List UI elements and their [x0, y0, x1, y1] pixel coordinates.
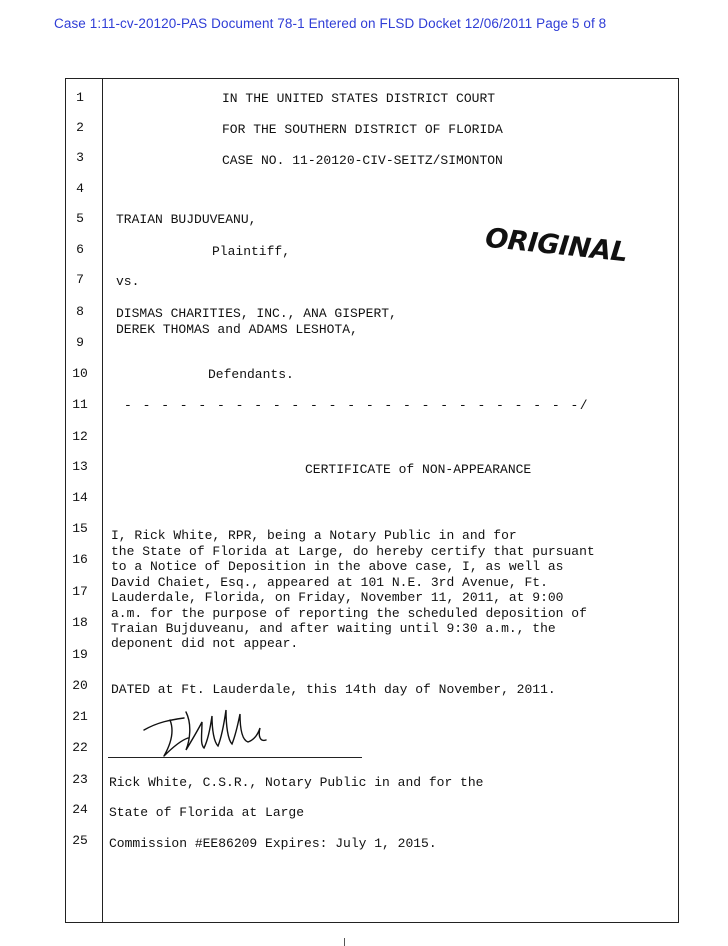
case-number: CASE NO. 11-20120-CIV-SEITZ/SIMONTON	[222, 153, 503, 168]
court-district: FOR THE SOUTHERN DISTRICT OF FLORIDA	[222, 122, 503, 137]
signature-line	[108, 757, 362, 758]
line-number: 21	[72, 709, 88, 724]
body-line: Traian Bujduveanu, and after waiting until 9:30 a.m., the	[111, 621, 556, 636]
caption-separator: - - - - - - - - - - - - - - - - - - - - - - - - -/	[124, 398, 590, 413]
line-number: 14	[72, 490, 88, 505]
docket-header: Case 1:11-cv-20120-PAS Document 78-1 Entered on FLSD Docket 12/06/2011 Page 5 of 8	[54, 16, 607, 31]
line-number: 25	[72, 833, 88, 848]
line-number: 7	[76, 272, 84, 287]
line-number: 10	[72, 366, 88, 381]
defendants-label: Defendants.	[208, 367, 294, 382]
line-number: 15	[72, 521, 88, 536]
transcript-frame	[65, 78, 679, 923]
plaintiff-name: TRAIAN BUJDUVEANU,	[116, 212, 257, 227]
body-line: to a Notice of Deposition in the above case, I, as well as	[111, 559, 564, 574]
plaintiff-label: Plaintiff,	[212, 244, 291, 259]
line-number-divider	[102, 78, 103, 923]
body-line: I, Rick White, RPR, being a Notary Public in and for	[111, 528, 517, 543]
line-number: 5	[76, 211, 84, 226]
line-number: 19	[72, 647, 88, 662]
signer-state: State of Florida at Large	[109, 805, 305, 820]
body-line: David Chaiet, Esq., appeared at 101 N.E. 3rd Avenue, Ft.	[111, 575, 548, 590]
line-number: 24	[72, 802, 88, 817]
line-number: 3	[76, 150, 84, 165]
body-line: the State of Florida at Large, do hereby certify that pursuant	[111, 544, 595, 559]
line-number: 2	[76, 120, 84, 135]
body-line: deponent did not appear.	[111, 636, 299, 651]
body-line: Lauderdale, Florida, on Friday, November 11, 2011, at 9:00	[111, 590, 564, 605]
scan-mark	[344, 938, 345, 946]
line-number: 16	[72, 552, 88, 567]
body-line: a.m. for the purpose of reporting the scheduled deposition of	[111, 606, 587, 621]
line-number: 6	[76, 242, 84, 257]
original-stamp: ORIGINAL	[483, 222, 629, 269]
line-number: 12	[72, 429, 88, 444]
line-number: 20	[72, 678, 88, 693]
line-number: 18	[72, 615, 88, 630]
defendants-line-2: DEREK THOMAS and ADAMS LESHOTA,	[116, 322, 358, 337]
line-number: 22	[72, 740, 88, 755]
signature-image	[140, 700, 280, 762]
line-number: 23	[72, 772, 88, 787]
signer-line: Rick White, C.S.R., Notary Public in and for the	[109, 775, 484, 790]
line-number: 9	[76, 335, 84, 350]
defendants-line-1: DISMAS CHARITIES, INC., ANA GISPERT,	[116, 306, 397, 321]
line-number: 11	[72, 397, 88, 412]
document-title: CERTIFICATE of NON-APPEARANCE	[305, 462, 532, 477]
line-number: 8	[76, 304, 84, 319]
commission-line: Commission #EE86209 Expires: July 1, 2015.	[109, 836, 437, 851]
versus-label: vs.	[116, 274, 140, 289]
dated-line: DATED at Ft. Lauderdale, this 14th day of November, 2011.	[111, 682, 556, 697]
line-number: 13	[72, 459, 88, 474]
line-number: 17	[72, 584, 88, 599]
line-number: 4	[76, 181, 84, 196]
line-number: 1	[76, 90, 84, 105]
court-name: IN THE UNITED STATES DISTRICT COURT	[222, 91, 496, 106]
